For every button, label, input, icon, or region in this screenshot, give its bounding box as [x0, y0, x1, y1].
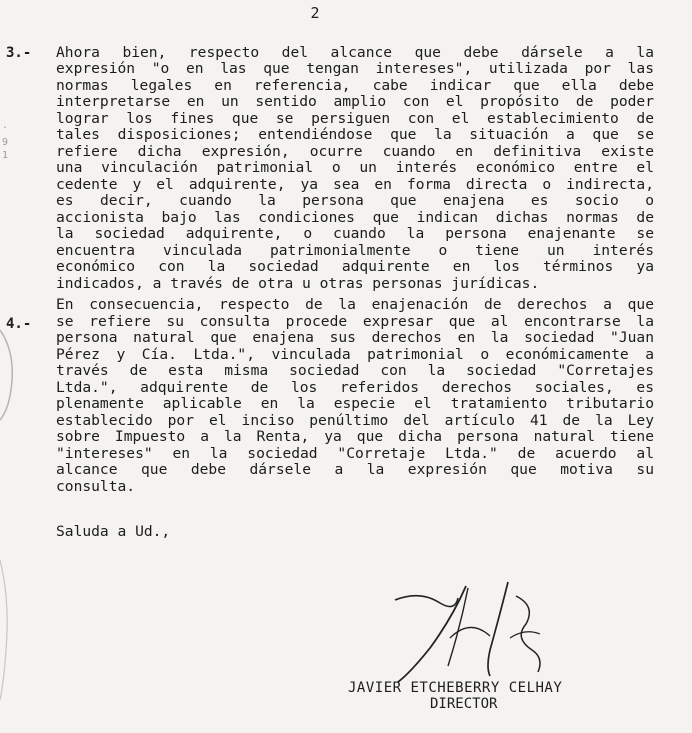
section-3-line: cedente y el adquirente, ya sea en forma directa o indirecta,: [56, 176, 654, 193]
section-4-line: Ltda.", adquirente de los referidos derechos sociales, es: [56, 379, 654, 396]
section-3-number: 3.-: [6, 45, 32, 61]
signature-block: [340, 578, 660, 718]
section-4-line: Pérez y Cía. Ltda.", vinculada patrimonial o económicamente a: [56, 346, 654, 363]
svg-text:.: .: [2, 120, 9, 131]
section-4-line: persona natural que enajena sus derechos en la sociedad "Juan: [56, 329, 654, 346]
signer-name: JAVIER ETCHEBERRY CELHAY: [348, 680, 563, 696]
section-4-number: 4.-: [6, 316, 32, 332]
closing-salutation: Saluda a Ud.,: [56, 523, 171, 540]
section-3-line: interpretarse en un sentido amplio con el propósito de poder: [56, 93, 654, 110]
page-number: 2: [310, 4, 320, 22]
signer-title: DIRECTOR: [430, 696, 498, 712]
section-4-line: alcance que debe dársele a la expresión que motiva su: [56, 461, 654, 478]
section-3-line: lograr los fines que se persiguen con el establecimiento de: [56, 110, 654, 127]
section-3-line: encuentra vinculada patrimonialmente o tiene un interés: [56, 242, 654, 259]
section-3-line: una vinculación patrimonial o un interés económico entre el: [56, 159, 654, 176]
section-3-line: expresión "o en las que tengan intereses", utilizada por las: [56, 60, 654, 77]
section-3-line: normas legales en referencia, cabe indicar que ella debe: [56, 77, 654, 94]
margin-stamp-fragments: [0, 0, 30, 733]
section-3-line: económico con la sociedad adquirente en los términos ya: [56, 258, 654, 275]
section-3-line: indicados, a través de otra u otras personas jurídicas.: [56, 275, 540, 292]
section-4-line: se refiere su consulta procede expresar que al encontrarse la: [56, 313, 654, 330]
section-3-line: Ahora bien, respecto del alcance que debe dársele a la: [56, 44, 654, 61]
section-3-line: accionista bajo las condiciones que indican dichas normas de: [56, 209, 654, 226]
section-4-line: consulta.: [56, 478, 136, 495]
section-4-line: "intereses" en la sociedad "Corretaje Ltda." de acuerdo al: [56, 445, 654, 462]
section-4-line: establecido por el inciso penúltimo del artículo 41 de la Ley: [56, 412, 654, 429]
section-4-line: sobre Impuesto a la Renta, ya que dicha persona natural tiene: [56, 428, 654, 445]
section-3-line: es decir, cuando la persona que enajena es socio o: [56, 192, 654, 209]
section-4-line: plenamente aplicable en la especie el tratamiento tributario: [56, 395, 654, 412]
section-4-line: través de esta misma sociedad con la sociedad "Corretajes: [56, 362, 654, 379]
svg-text:9: 9: [2, 137, 9, 148]
handwritten-signature: [340, 578, 660, 688]
section-3-line: la sociedad adquirente, o cuando la persona enajenante se: [56, 225, 654, 242]
section-3-line: tales disposiciones; entendiéndose que la situación a que se: [56, 126, 654, 143]
section-3-line: refiere dicha expresión, ocurre cuando en definitiva existe: [56, 143, 654, 160]
svg-text:1: 1: [2, 150, 9, 161]
section-4-line: En consecuencia, respecto de la enajenación de derechos a que: [56, 296, 654, 313]
